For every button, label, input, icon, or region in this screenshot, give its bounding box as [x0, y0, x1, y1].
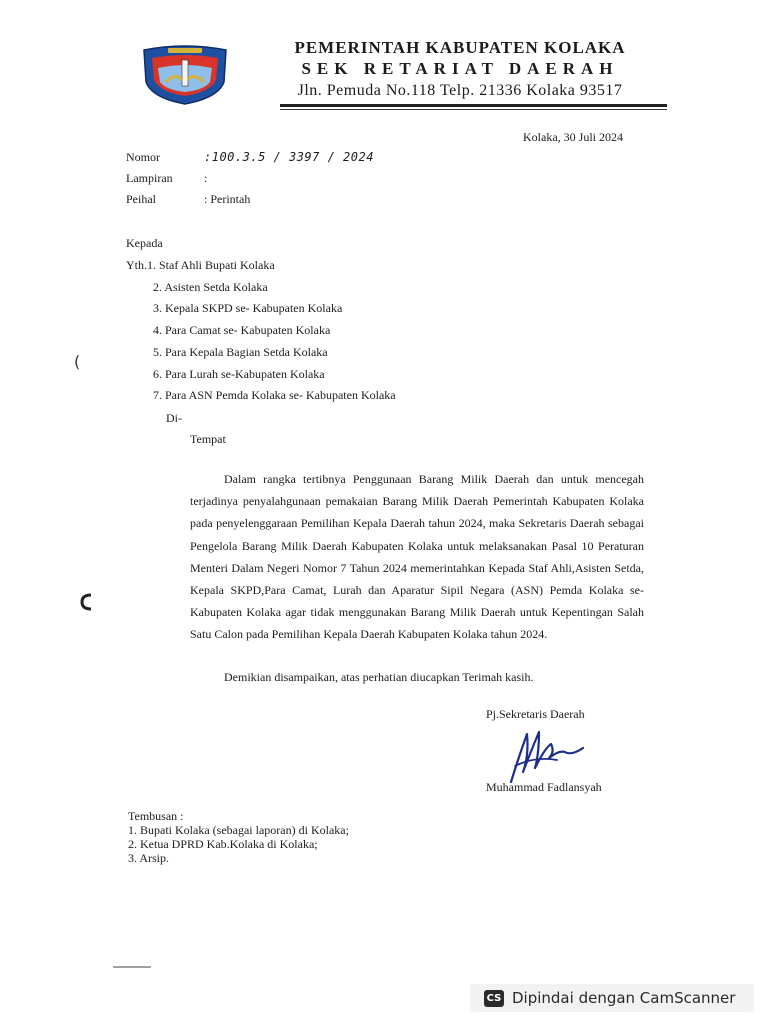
addressee-item: 6. Para Lurah se-Kabupaten Kolaka	[153, 367, 325, 381]
camscanner-badge	[470, 984, 754, 1012]
punch-hole-mark: (	[74, 352, 81, 371]
tembusan-heading: Tembusan :	[128, 809, 184, 823]
tembusan-item: 3. Arsip.	[128, 851, 170, 865]
letter-date: Kolaka, 30 Juli 2024	[523, 130, 623, 144]
signatory-title: Pj.Sekretaris Daerah	[486, 707, 585, 721]
signatory-name: Muhammad Fadlansyah	[486, 780, 602, 794]
letterhead-office: SEK RETARIAT DAERAH	[301, 59, 619, 78]
addressee-item: Yth.1. Staf Ahli Bupati Kolaka	[126, 258, 275, 272]
perihal-value: : Perintah	[204, 192, 251, 206]
letterhead-government: PEMERINTAH KABUPATEN KOLAKA	[294, 38, 626, 57]
camscanner-icon: CS	[484, 990, 504, 1007]
lampiran-value: :	[204, 171, 208, 185]
handwritten-signature-icon	[505, 726, 589, 786]
lampiran-label: Lampiran	[126, 171, 173, 185]
addressee-item: 2. Asisten Setda Kolaka	[153, 280, 268, 294]
nomor-label: Nomor	[126, 150, 160, 164]
letterhead-rule-thick	[280, 104, 667, 107]
tembusan-item: 2. Ketua DPRD Kab.Kolaka di Kolaka;	[128, 837, 318, 851]
body-paragraph-2: Demikian disampaikan, atas perhatian diucapkan Terimah kasih.	[224, 670, 534, 684]
body-paragraph-1: Dalam rangka tertibnya Penggunaan Barang Milik Daerah dan untuk mencegah terjadinya penyalahgunaan pemakaian Barang Milik Daerah Pemerintah Kabupaten Kolaka pada penyelenggaraan Pemilihan Kepala Daerah tahun 2024, maka Sekretaris Daerah sebagai Pengelola Barang Milik Daerah Kabupaten Kolaka untuk melaksanakan Pasal 10 Peraturan Menteri Dalam Negeri Nomor 7 Tahun 2024 memerintahkan Kepada Staf Ahli,Asisten Setda, Kepala SKPD,Para Camat, Lurah dan Aparatur Sipil Negara (ASN) Pemda Kolaka se-Kabupaten Kolaka agar tidak menggunakan Barang Milik Daerah untuk Kepentingan Salah Satu Calon pada Pemilihan Kepala Daerah Kabupaten Kolaka tahun 2024.	[190, 472, 644, 642]
nomor-value: :100.3.5 / 3397 / 2024	[204, 150, 374, 164]
addressee-item: 7. Para ASN Pemda Kolaka se- Kabupaten Kolaka	[153, 388, 396, 402]
kepada-label: Kepada	[126, 236, 163, 250]
addressee-item: 5. Para Kepala Bagian Setda Kolaka	[153, 345, 328, 359]
punch-hole-mark	[78, 592, 94, 612]
tembusan-item: 1. Bupati Kolaka (sebagai laporan) di Kolaka;	[128, 823, 349, 837]
kolaka-emblem-icon	[138, 42, 232, 106]
addressee-item: 3. Kepala SKPD se- Kabupaten Kolaka	[153, 301, 343, 315]
letterhead-rule-thin	[280, 109, 667, 110]
camscanner-label: Dipindai dengan CamScanner	[512, 989, 736, 1007]
scan-artifact-line	[113, 966, 151, 968]
perihal-label: Peihal	[126, 192, 156, 206]
letterhead	[275, 38, 645, 102]
addressee-item: 4. Para Camat se- Kabupaten Kolaka	[153, 323, 331, 337]
di-label: Di-	[166, 411, 182, 425]
letterhead-address: Jln. Pemuda No.118 Telp. 21336 Kolaka 93517	[297, 82, 623, 99]
tempat-label: Tempat	[190, 432, 226, 446]
